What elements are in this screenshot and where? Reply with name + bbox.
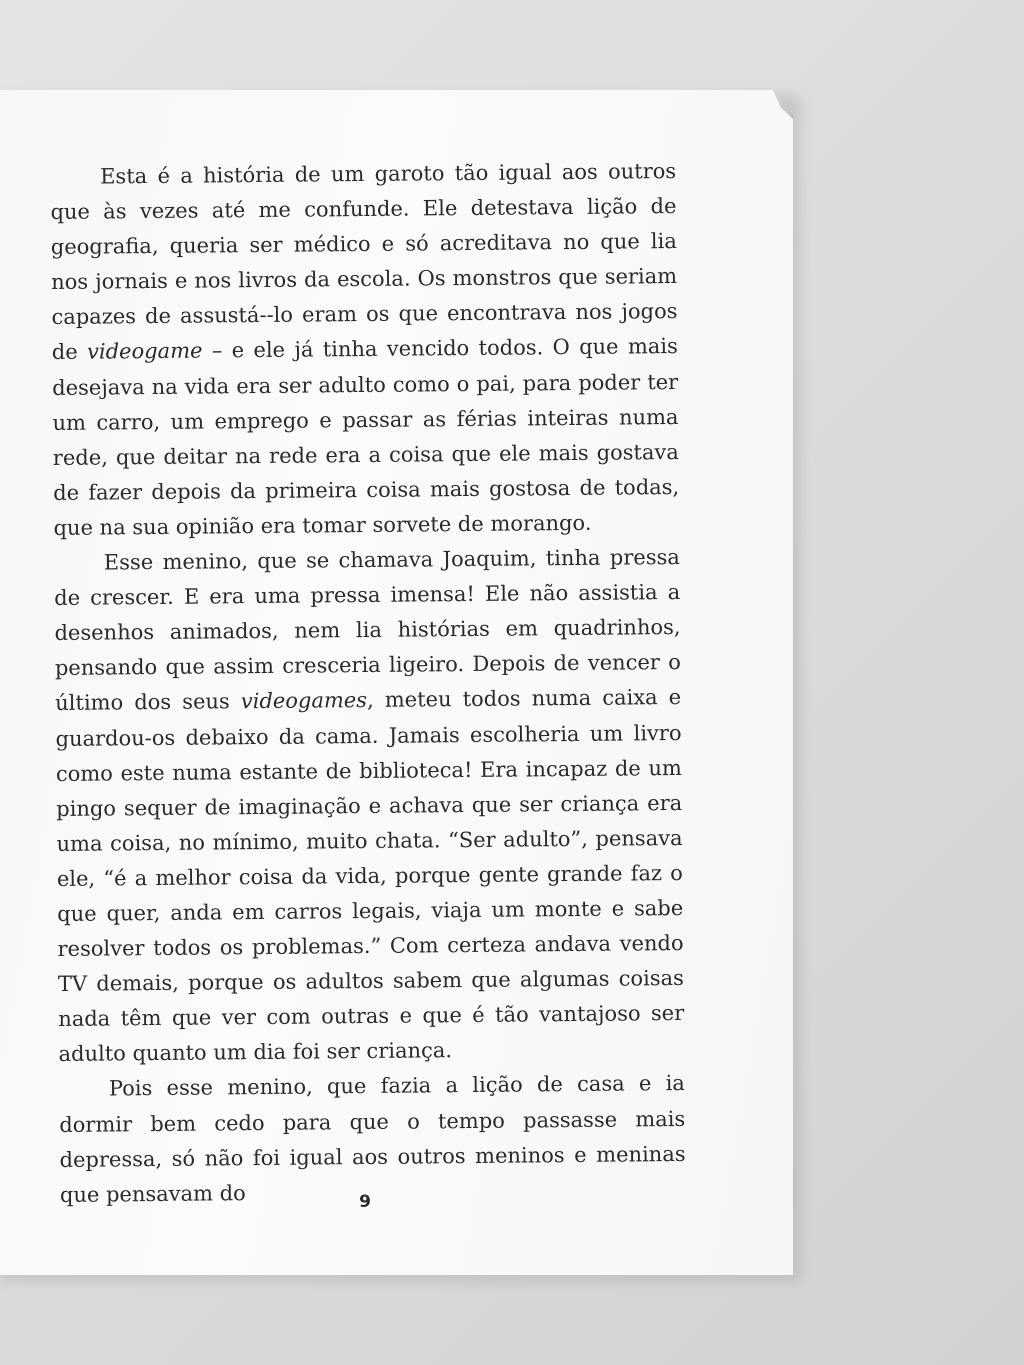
italic-term: videogames [240, 688, 368, 714]
text-run: Esse menino, que se chamava Joaquim, tinha pressa de crescer. E era uma pressa imensa! Ele não assistia a desenhos animados, nem lia histórias em quadrinhos, pensando que assim cresceria ligeiro. Depois de vencer o último dos seus [54, 545, 681, 716]
paragraph-3 [59, 1066, 686, 1212]
paragraph-2 [54, 540, 685, 1072]
page-number: 9 [359, 1192, 371, 1212]
text-run: – e ele já tinha vencido todos. O que mais desejava na vida era ser adulto como o pai, para poder ter um carro, um emprego e passar as férias inteiras numa rede, que deitar na rede era a coisa que ele mais gostava de fazer depois da primeira coisa mais gostosa de todas, que na sua opinião era tomar sorvete de morango. [52, 334, 680, 540]
text-run: Pois esse menino, que fazia a lição de casa e ia dormir bem cedo para que o tempo passasse mais depressa, só não foi igual aos outros meninos e meninas que pensavam do [59, 1071, 686, 1207]
italic-term: videogame [86, 339, 203, 365]
text-run: , meteu todos numa caixa e guardou-os debaixo da cama. Jamais escolheria um livro como este numa estante de biblioteca! Era incapaz de um pingo sequer de imaginação e achava que ser criança era uma coisa, no mínimo, muito chata. “Ser adulto”, pensava ele, “é a melhor coisa da vida, porque gente grande faz o que quer, anda em carros legais, viaja um monte e sabe resolver todos os problemas.” Com certeza andava vendo TV demais, porque os adultos sabem que algumas coisas nada têm que ver com outras e que é tão vantajoso ser adulto quanto um dia foi ser criança. [55, 685, 685, 1067]
text-run: Esta é a história de um garoto tão igual aos outros que às vezes até me confunde. Ele detestava lição de geografia, queria ser médico e só acreditava no que lia nos jornais e nos livros da escola. Os monstros que seriam capazes de assustá--lo eram os que encontrava nos jogos de [50, 158, 678, 365]
paragraph-1 [50, 154, 680, 546]
body-text [50, 154, 686, 1213]
